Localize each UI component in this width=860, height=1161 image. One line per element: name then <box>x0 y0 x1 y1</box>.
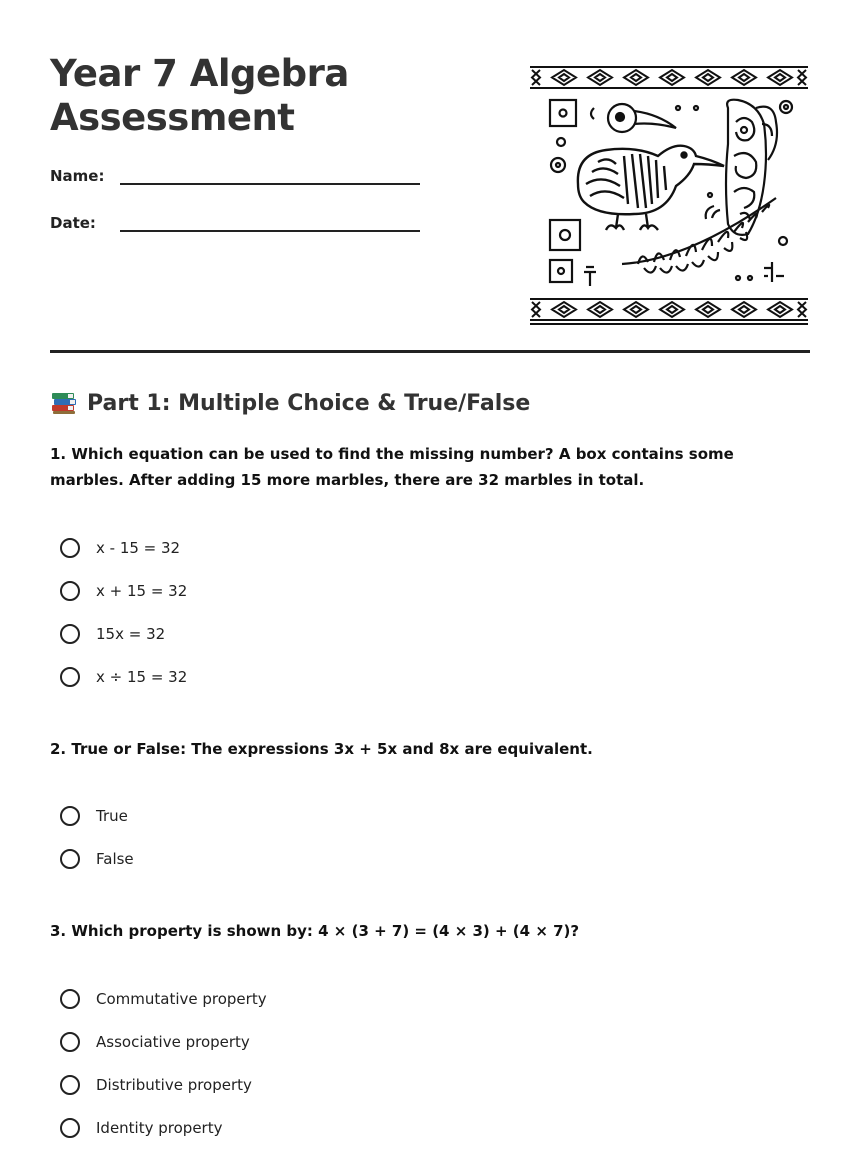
q2-option-false[interactable] <box>60 846 134 872</box>
page-title <box>50 52 349 140</box>
name-field[interactable] <box>50 165 420 185</box>
q1-option-d[interactable] <box>60 664 187 690</box>
title-line-1: Year 7 Algebra <box>50 52 349 95</box>
option-label: x ÷ 15 = 32 <box>96 668 188 686</box>
question-1-text: 1. Which equation can be used to find the missing number? A box contains some marbles. After adding 15 more marbles, there are 32 marbles in total. <box>50 445 734 489</box>
radio-button[interactable] <box>60 624 80 644</box>
q1-option-b[interactable] <box>60 578 187 604</box>
option-label: Associative property <box>96 1033 250 1051</box>
bottom-border-pattern <box>530 299 808 324</box>
date-line[interactable] <box>120 212 420 232</box>
date-label: Date: <box>50 214 96 232</box>
option-label: Commutative property <box>96 990 267 1008</box>
radio-button[interactable] <box>60 1075 80 1095</box>
kiwi-illustration <box>528 64 810 328</box>
name-label: Name: <box>50 167 105 185</box>
radio-button[interactable] <box>60 849 80 869</box>
option-label: 15x = 32 <box>96 625 166 643</box>
q3-option-a[interactable] <box>60 986 267 1012</box>
option-label: x + 15 = 32 <box>96 582 188 600</box>
q3-option-d[interactable] <box>60 1115 222 1141</box>
radio-button[interactable] <box>60 581 80 601</box>
name-line[interactable] <box>120 165 420 185</box>
top-border-pattern <box>530 67 808 88</box>
radio-button[interactable] <box>60 806 80 826</box>
option-label: False <box>96 850 134 868</box>
radio-button[interactable] <box>60 538 80 558</box>
radio-button[interactable] <box>60 667 80 687</box>
option-label: Distributive property <box>96 1076 252 1094</box>
q1-option-c[interactable] <box>60 621 165 647</box>
question-3-text: 3. Which property is shown by: 4 × (3 + 7) = (4 × 3) + (4 × 7)? <box>50 922 580 940</box>
small-bird <box>608 104 676 132</box>
radio-button[interactable] <box>60 1118 80 1138</box>
kiwi-bird <box>578 146 724 230</box>
section-title-text: Part 1: Multiple Choice & True/False <box>87 390 531 416</box>
radio-button[interactable] <box>60 1032 80 1052</box>
option-label: x - 15 = 32 <box>96 539 181 557</box>
title-line-2: Assessment <box>50 96 295 139</box>
q1-option-a[interactable] <box>60 535 180 561</box>
date-field[interactable] <box>50 212 420 232</box>
q2-option-true[interactable] <box>60 803 128 829</box>
section-title <box>50 390 530 416</box>
fern-frond <box>622 198 776 273</box>
option-label: Identity property <box>96 1119 223 1137</box>
q3-option-b[interactable] <box>60 1029 250 1055</box>
option-label: True <box>96 807 128 825</box>
books-icon <box>50 390 78 416</box>
question-2-text: 2. True or False: The expressions 3x + 5x and 8x are equivalent. <box>50 740 593 758</box>
radio-button[interactable] <box>60 989 80 1009</box>
header-divider <box>50 350 810 353</box>
q3-option-c[interactable] <box>60 1072 252 1098</box>
